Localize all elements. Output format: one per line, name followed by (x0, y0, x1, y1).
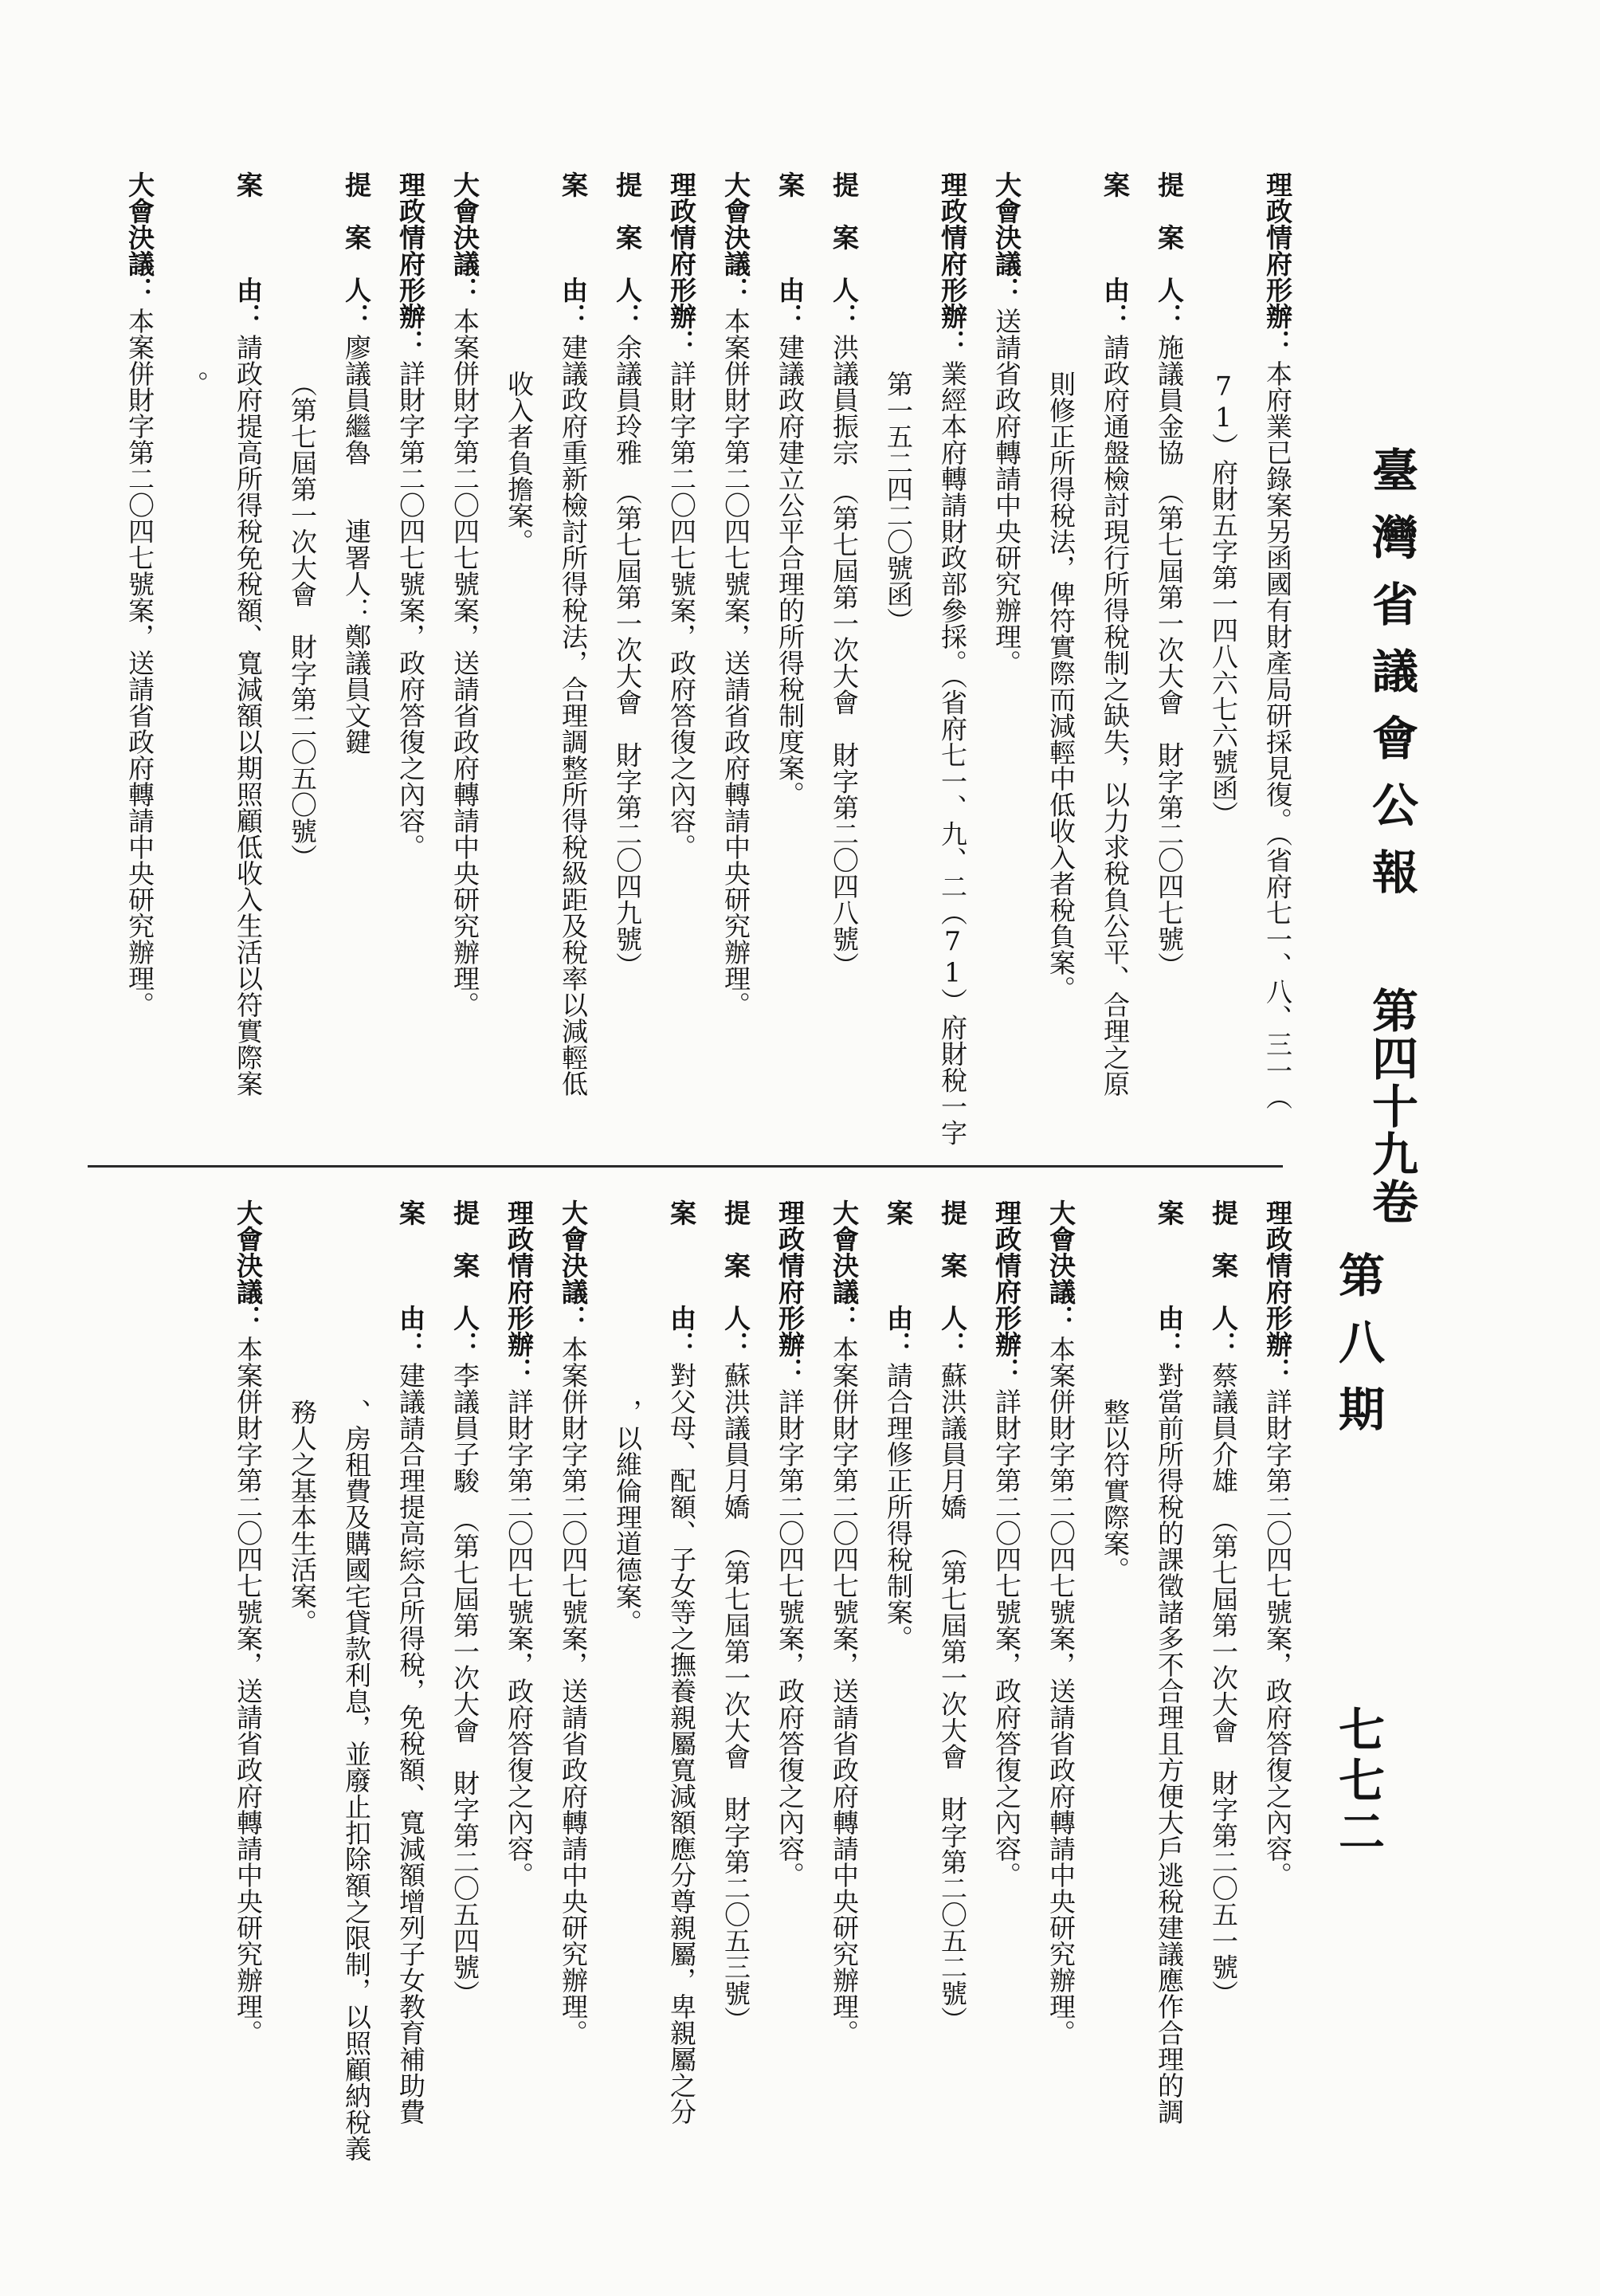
text-column (153, 171, 210, 1175)
field-label: 大會決議： (1045, 1199, 1076, 1331)
field-label: 大會決議： (720, 171, 751, 303)
field-label: 大會決議： (558, 1199, 589, 1331)
field-label: 理政情府形辦： (775, 1199, 806, 1383)
field-label: 案 由： (775, 171, 806, 329)
text-column (316, 1199, 370, 2204)
field-text: （第七屆第一次大會 財字第二〇五〇號） (287, 371, 318, 870)
text-column (857, 1199, 912, 2204)
field-text: 務人之基本生活案。 (287, 1399, 318, 1635)
field-label: 理政情府形辦： (395, 171, 426, 355)
text-column (912, 1199, 966, 2204)
text-column (532, 171, 589, 1175)
field-label: 理政情府形辦： (504, 1199, 535, 1383)
field-label: 案 由： (666, 1199, 697, 1357)
field-text: 本案併財字第二〇四七號案，送請省政府轉請中央研究辦理。 (558, 1336, 589, 2046)
field-text: 收入者負擔案。 (504, 371, 535, 555)
field-text: 對當前所得稅的課徵諸多不合理且方便大戶逃稅建議應作合理的調 (1154, 1362, 1185, 2125)
field-text: 第一五二四二〇號函） (883, 371, 914, 634)
field-text: 對父母、配額、子女等之撫養親屬寬減額應分尊親屬，卑親屬之分 (666, 1362, 697, 2125)
page-number: 七七二 (1331, 1705, 1385, 1858)
text-column (370, 1199, 424, 2204)
field-text: 蘇洪議員月嬌 （第七屆第一次大會 財字第二〇五二號） (937, 1362, 968, 2033)
bottom-section (96, 1199, 1291, 2235)
text-column (1074, 171, 1131, 1175)
text-column (478, 171, 535, 1175)
text-column (695, 171, 749, 1175)
field-label: 案 由： (558, 171, 589, 329)
field-text: 、房租費及購國宅貸款利息，並廢止扣除額之限制，以照顧納稅義 (341, 1399, 372, 2161)
text-column (749, 171, 806, 1175)
field-label: 提 案 人： (720, 1199, 751, 1357)
field-label: 大會決議： (124, 171, 155, 303)
issue-number: 第八期 (1331, 1251, 1385, 1452)
field-text: 請合理修正所得稅制案。 (883, 1362, 914, 1651)
text-column (532, 1199, 589, 2204)
text-column (966, 171, 1020, 1175)
field-text: 李議員子駿 （第七屆第一次大會 財字第二〇五四號） (449, 1362, 480, 2007)
field-text: 詳財字第二〇四七號案，政府答復之內容。 (666, 360, 697, 860)
text-column (803, 171, 860, 1175)
field-text: 則修正所得稅法，俾符實際而減輕中低收入者稅負案。 (1045, 371, 1076, 1002)
text-column (1237, 171, 1291, 1175)
field-text: 洪議員振宗 （第七屆第一次大會 財字第二〇四八號） (829, 334, 860, 979)
field-label: 提 案 人： (937, 1199, 968, 1357)
field-label: 提 案 人： (1208, 1199, 1239, 1357)
field-text: 詳財字第二〇四七號案，政府答復之內容。 (775, 1388, 806, 1888)
text-column (749, 1199, 806, 2204)
text-column (586, 171, 641, 1175)
text-column (207, 1199, 264, 2204)
field-text: 詳財字第二〇四七號案，政府答復之內容。 (395, 360, 426, 860)
text-column (261, 1199, 316, 2204)
text-column (1128, 1199, 1185, 2204)
field-label: 理政情府形辦： (1262, 171, 1293, 355)
field-text: 建議政府重新檢討所得稅法，合理調整所得稅級距及稅率以減輕低 (558, 334, 589, 1097)
field-label: 理政情府形辦： (991, 1199, 1022, 1383)
text-column (261, 171, 316, 1175)
field-text: ，以維倫理道德案。 (612, 1399, 643, 1635)
top-section (96, 171, 1291, 1152)
text-column (1128, 171, 1185, 1175)
field-text: 本案併財字第二〇四七號案，送請省政府轉請中央研究辦理。 (124, 308, 155, 1018)
text-column (316, 171, 370, 1175)
field-text: 詳財字第二〇四七號案，政府答復之內容。 (1262, 1388, 1293, 1888)
field-label: 理政情府形辦： (937, 171, 968, 355)
text-column (966, 1199, 1020, 2204)
field-label: 案 由： (1100, 171, 1131, 329)
field-label: 提 案 人： (829, 171, 860, 329)
field-label: 理政情府形辦： (1262, 1199, 1293, 1383)
field-label: 案 由： (1154, 1199, 1185, 1357)
field-text: 請政府提高所得稅免稅額、寬減額以期照顧低收入生活以符實際案 (233, 334, 264, 1097)
text-column (1237, 1199, 1291, 2204)
field-label: 案 由： (395, 1199, 426, 1357)
field-text: 詳財字第二〇四七號案，政府答復之內容。 (504, 1388, 535, 1888)
field-label: 提 案 人： (341, 171, 372, 329)
field-label: 大會決議： (449, 171, 480, 303)
field-text: 本案併財字第二〇四七號案，送請省政府轉請中央研究辦理。 (1045, 1336, 1076, 2046)
text-column (99, 171, 153, 1175)
field-label: 大會決議： (991, 171, 1022, 303)
field-text: 余議員玲雅 （第七屆第一次大會 財字第二〇四九號） (612, 334, 643, 979)
field-text: 建議請合理提高綜合所得稅，免稅額、寬減額增列子女教育補助費 (395, 1362, 426, 2125)
text-column (803, 1199, 860, 2204)
text-column (1020, 1199, 1074, 2204)
field-text: 建議政府建立公平合理的所得稅制度案。 (775, 334, 806, 807)
field-text: 本府業已錄案另函國有財產局研採見復。（省府七一、八、三一（ (1262, 360, 1293, 1110)
field-text: 蔡議員介雄 （第七屆第一次大會 財字第二〇五一號） (1208, 1362, 1239, 2007)
field-text: 詳財字第二〇四七號案，政府答復之內容。 (991, 1388, 1022, 1888)
text-column (857, 171, 912, 1175)
text-column (1182, 171, 1237, 1175)
volume-number: 第四十九卷 (1364, 987, 1418, 1226)
field-label: 提 案 人： (612, 171, 643, 329)
text-column (695, 1199, 749, 2204)
text-column (1020, 171, 1074, 1175)
field-text: 本案併財字第二〇四七號案，送請省政府轉請中央研究辦理。 (829, 1336, 860, 2046)
field-text: 本案併財字第二〇四七號案，送請省政府轉請中央研究辦理。 (449, 308, 480, 1018)
text-column (207, 171, 264, 1175)
field-label: 大會決議： (233, 1199, 264, 1331)
field-label: 理政情府形辦： (666, 171, 697, 355)
field-label: 提 案 人： (449, 1199, 480, 1357)
field-text: 施議員金協 （第七屆第一次大會 財字第二〇四七號） (1154, 334, 1185, 979)
field-label: 大會決議： (829, 1199, 860, 1331)
text-column (370, 171, 424, 1175)
text-column (424, 171, 478, 1175)
text-column (1074, 1199, 1131, 2204)
field-text: 蘇洪議員月嬌 （第七屆第一次大會 財字第二〇五三號） (720, 1362, 751, 2033)
field-label: 案 由： (233, 171, 264, 329)
text-column (1182, 1199, 1237, 2204)
field-text: 本案併財字第二〇四七號案，送請省政府轉請中央研究辦理。 (233, 1336, 264, 2046)
text-column (641, 171, 695, 1175)
field-text: 業經本府轉請財政部參採。（省府七一、九、二（71）府財稅一字 (937, 360, 968, 1146)
gazette-title: 臺灣省議會公報 (1364, 446, 1418, 915)
text-column (641, 1199, 695, 2204)
text-column (478, 1199, 535, 2204)
field-text: 本案併財字第二〇四七號案，送請省政府轉請中央研究辦理。 (720, 308, 751, 1018)
field-label: 提 案 人： (1154, 171, 1185, 329)
field-text: 請政府通盤檢討現行所得稅制之缺失，以力求稅負公平、合理之原 (1100, 334, 1131, 1097)
field-text: 。 (178, 371, 210, 397)
field-text: 71）府財五字第一四八六七六號函） (1208, 371, 1239, 827)
field-text: 廖議員繼魯 連署人：鄭議員文鍵 (341, 334, 372, 755)
field-label: 案 由： (883, 1199, 914, 1357)
field-text: 整以符實際案。 (1100, 1399, 1131, 1583)
text-column (912, 171, 966, 1175)
text-column (424, 1199, 478, 2204)
field-text: 送請省政府轉請中央研究辦理。 (991, 308, 1022, 676)
text-column (586, 1199, 641, 2204)
